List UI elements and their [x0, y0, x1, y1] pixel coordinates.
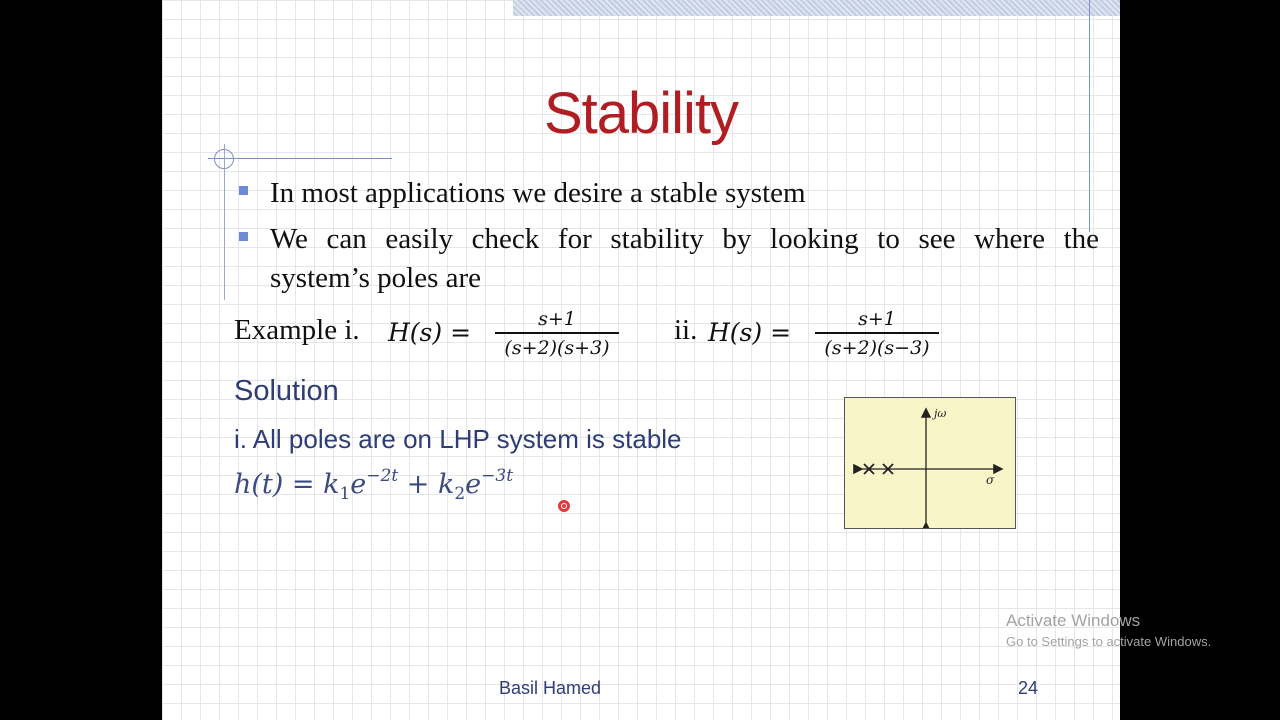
eq-exp-2: −3t [481, 466, 514, 486]
laser-pointer-icon [558, 500, 570, 512]
activation-watermark [1006, 611, 1211, 649]
fraction-2-denominator: (s+2)(s−3) [824, 336, 930, 359]
example-func-1 [388, 316, 471, 349]
fraction-1 [495, 308, 619, 359]
eq-lhs: h(t) = k [234, 469, 340, 500]
pole-zero-plot [844, 397, 1016, 529]
eq-sub-2: 2 [454, 484, 466, 504]
pole-zero-plot-svg [845, 398, 1015, 528]
solution-line: i. All poles are on LHP system is stable [234, 424, 682, 454]
bullet-item-1: In most applications we desire a stable system [270, 177, 806, 209]
slide-title: Stability [543, 81, 739, 146]
crosshair-line [224, 144, 225, 300]
fraction-1-denominator: (s+2)(s+3) [504, 336, 610, 359]
page-number: 24 [1018, 678, 1039, 698]
eq-sub-1: 1 [339, 484, 351, 504]
eq-plus: + k [398, 469, 455, 500]
bullet-icon [239, 186, 248, 195]
footer-author: Basil Hamed [499, 678, 602, 698]
fraction-1-numerator: s+1 [538, 308, 576, 330]
top-decor-band [513, 0, 1120, 16]
slide [162, 0, 1120, 720]
example-label-2: ii. [674, 314, 698, 346]
func-1-text: H(s) = [388, 318, 472, 347]
fraction-2 [815, 308, 939, 359]
title-underline-rule [208, 158, 392, 159]
example-label: Example i. [234, 314, 360, 346]
eq-e-1: e [350, 469, 367, 500]
bullet-item-2-line-1: We can easily check for stability by looking to see where the [270, 223, 1099, 255]
eq-e-2: e [465, 469, 482, 500]
impulse-response-equation [234, 466, 513, 504]
watermark-line-2: Go to Settings to activate Windows. [1006, 634, 1212, 649]
real-axis-label: σ [986, 473, 995, 487]
fraction-2-numerator: s+1 [858, 308, 896, 330]
bullet-icon [239, 232, 248, 241]
watermark-line-1: Activate Windows [1006, 611, 1141, 630]
eq-exp-1: −2t [366, 466, 399, 486]
func-2-text: H(s) = [708, 318, 792, 347]
imag-axis-label: jω [934, 407, 947, 420]
example-func-2 [708, 316, 791, 349]
solution-heading: Solution [234, 375, 339, 407]
bullet-item-2-line-2: system’s poles are [270, 262, 482, 294]
